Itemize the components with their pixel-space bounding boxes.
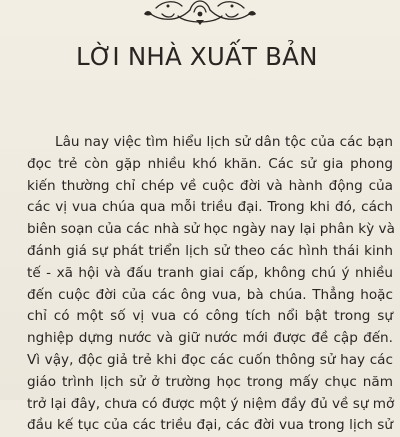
paragraph-line: trở lại đây, chưa có được một ý niệm đầy đủ về sự mở [27, 395, 395, 412]
paragraph-line: đến cuộc đời của các ông vua, bà chúa. Thẳng hoặc [27, 286, 393, 303]
page-title: LỜI NHÀ XUẤT BẢN [76, 42, 318, 71]
floral-ornament-icon [138, 0, 262, 26]
paragraph-line: Lâu nay việc tìm hiểu lịch sử dân tộc của các bạn [55, 134, 393, 150]
paragraph-line: đầu kế tục của các triều đại, các đời vua trong lịch sử [27, 417, 393, 434]
paragraph-line: các vị vua chúa qua mỗi triều đại. Trong khi đó, cách [27, 199, 393, 216]
paragraph-line: nghiệp dựng nước và giữ nước mới được đề cập đến. [27, 330, 393, 347]
paragraph-line: Vì vậy, độc giả trẻ khi đọc các cuốn thông sử hay các [27, 351, 393, 368]
paragraph-line: biên soạn của các nhà sử học ngày nay lại phân kỳ và [27, 221, 395, 238]
paragraph-line: chỉ có một số vị vua có công tích nổi bật trong sự [27, 308, 393, 325]
body-paragraph [27, 132, 393, 437]
paragraph-line: đọc trẻ còn gặp nhiều khó khăn. Các sử gia phong [27, 155, 393, 172]
paragraph-line: tế - xã hội và đấu tranh giai cấp, không chú ý nhiều [27, 264, 393, 281]
paragraph-line: giáo trình lịch sử ở trường học trong mấy chục năm [27, 373, 393, 390]
paragraph-line: đánh giá sự phát triển lịch sử theo các hình thái kinh [27, 242, 393, 259]
paragraph-line: kiến thường chỉ chép về cuộc đời và hành động của [27, 177, 393, 194]
